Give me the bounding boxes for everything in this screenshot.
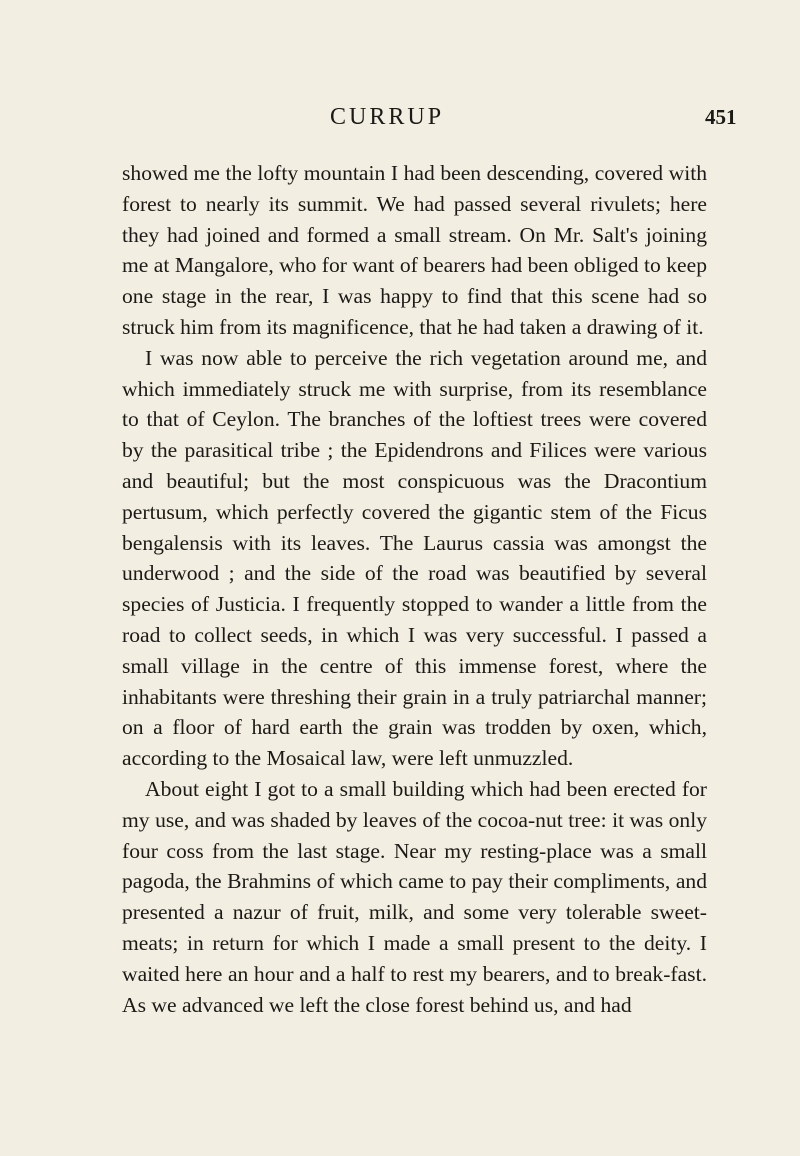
paragraph: I was now able to perceive the rich vegetation around me, and which immediately struck me with surprise, from its resemblance to that of Ceylon. The branches of the loftiest trees were covered by the parasitical tribe ; the Epidendrons and Filices were various and beautiful; but the most conspicuous was the Dracontium pertusum, which perfectly covered the gigantic stem of the Ficus bengalensis with its leaves. The Laurus cassia was amongst the underwood ; and the side of the road was beautified by several species of Justicia. I frequently stopped to wander a little from the road to collect seeds, in which I was very successful. I passed a small village in the centre of this immense forest, where the inhabitants were threshing their grain in a truly patriarchal manner; on a floor of hard earth the grain was trodden by oxen, which, according to the Mosaical law, were left unmuzzled. (122, 345, 707, 771)
page-number: 451 (705, 105, 737, 129)
body-text (122, 158, 707, 1020)
paragraph: About eight I got to a small building which had been erected for my use, and was shaded by leaves of the cocoa-nut tree: it was only four coss from the last stage. Near my resting-place was a small pagoda, the Brahmins of which came to pay their compliments, and presented a nazur of fruit, milk, and some very tolerable sweet-meats; in return for which I made a small present to the deity. I waited here an hour and a half to rest my bearers, and to break-fast. As we advanced we left the close forest behind us, and had (122, 776, 707, 1017)
paragraph: showed me the lofty mountain I had been descending, covered with forest to nearly its summit. We had passed several rivulets; here they had joined and formed a small stream. On Mr. Salt's joining me at Mangalore, who for want of bearers had been obliged to keep one stage in the rear, I was happy to find that this scene had so struck him from its magnificence, that he had taken a drawing of it. (122, 161, 707, 339)
running-title: CURRUP (330, 104, 445, 130)
running-head (0, 104, 800, 134)
